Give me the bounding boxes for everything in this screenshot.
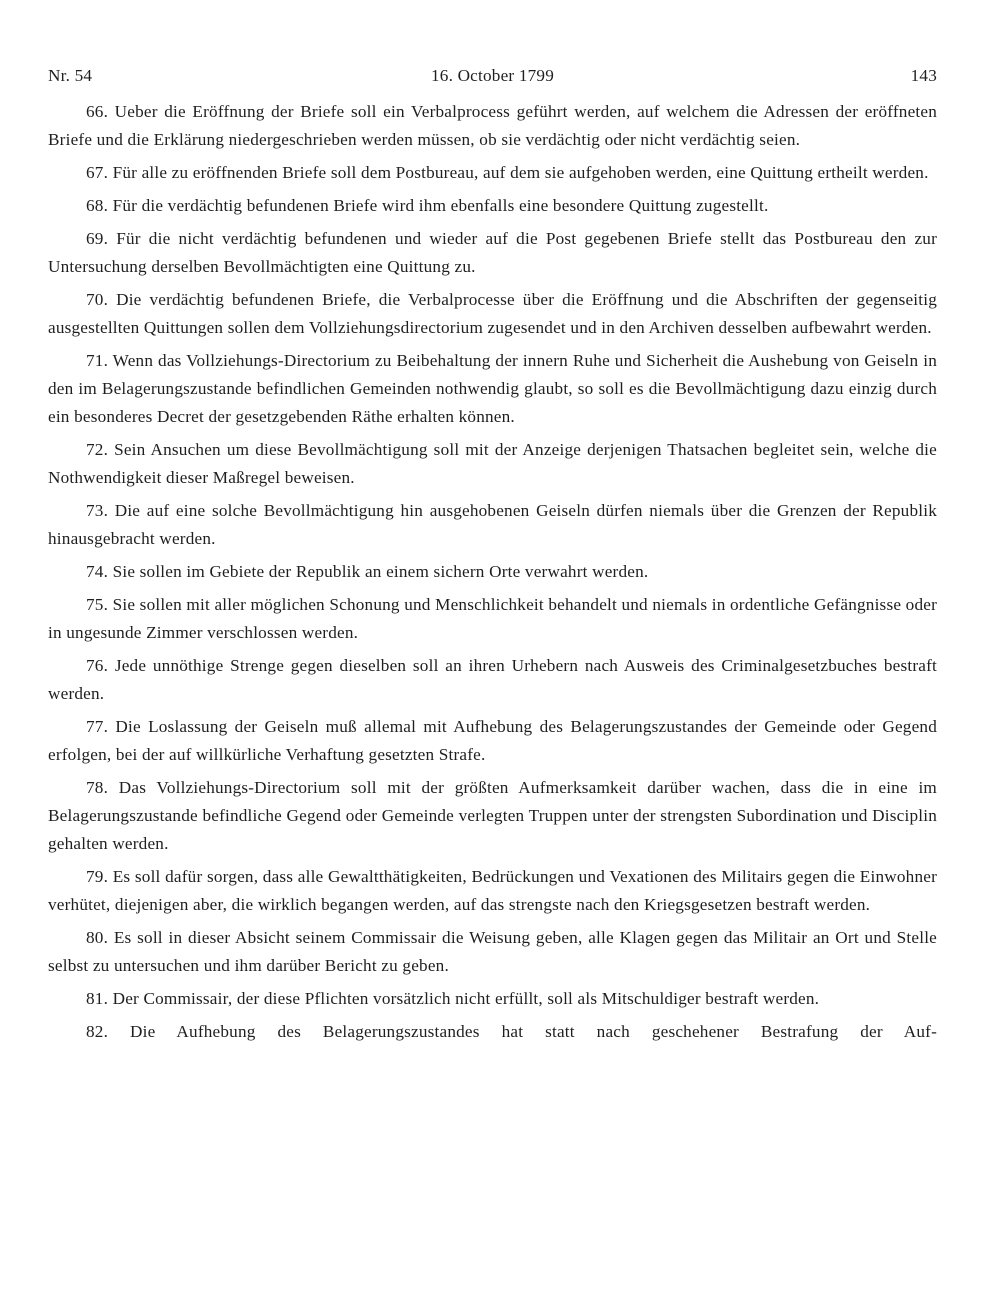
article-number: 73. <box>86 501 109 520</box>
article-77 <box>48 713 937 769</box>
article-number: 76. <box>86 656 109 675</box>
article-67 <box>48 159 937 187</box>
article-text: Der Commissair, der diese Pflichten vorsätzlich nicht erfüllt, soll als Mitschuldiger bestraft werden. <box>112 989 820 1008</box>
article-number: 77. <box>86 717 109 736</box>
article-text: Die Aufhebung des Belagerungszustandes hat statt nach geschehener Bestrafung der Auf- <box>130 1022 938 1041</box>
article-number: 75. <box>86 595 109 614</box>
article-79 <box>48 863 937 919</box>
article-text: Sein Ansuchen um diese Bevollmächtigung soll mit der Anzeige derjenigen Thatsachen begleitet sein, welche die Nothwendigkeit dieser Maßregel beweisen. <box>48 440 937 487</box>
article-text: Die auf eine solche Bevollmächtigung hin ausgehobenen Geiseln dürfen niemals über die Grenzen der Republik hinausgebracht werden. <box>48 501 937 548</box>
page-number: 143 <box>910 66 937 85</box>
article-72 <box>48 436 937 492</box>
article-number: 74. <box>86 562 109 581</box>
article-number: 66. <box>86 102 109 121</box>
article-69 <box>48 225 937 281</box>
article-number: 72. <box>86 440 109 459</box>
article-number: 70. <box>86 290 109 309</box>
article-text: Für alle zu eröffnenden Briefe soll dem Postbureau, auf dem sie aufgehoben werden, eine Quittung ertheilt werden. <box>112 163 929 182</box>
article-text: Die Loslassung der Geiseln muß allemal mit Aufhebung des Belagerungszustandes der Gemeinde oder Gegend erfolgen, bei der auf willkürliche Verhaftung gesetzten Strafe. <box>48 717 937 764</box>
article-text: Das Vollziehungs-Directorium soll mit der größten Aufmerksamkeit darüber wachen, dass die in eine im Belagerungszustande befindliche Gegend oder Gemeinde verlegten Truppen unter der strengsten Subordination und Disciplin gehalten werden. <box>48 778 937 853</box>
document-number: Nr. 54 <box>48 66 93 85</box>
article-text: Jede unnöthige Strenge gegen dieselben soll an ihren Urhebern nach Ausweis des Criminalgesetzbuches bestraft werden. <box>48 656 938 703</box>
article-73 <box>48 497 937 553</box>
article-80 <box>48 924 937 980</box>
article-text: Sie sollen mit aller möglichen Schonung und Menschlichkeit behandelt und niemals in ordentliche Gefängnisse oder in ungesunde Zimmer verschlossen werden. <box>48 595 938 642</box>
page-header <box>48 62 937 90</box>
document-date: 16. October 1799 <box>430 66 554 85</box>
article-75 <box>48 591 937 647</box>
article-70 <box>48 286 937 342</box>
article-text: Sie sollen im Gebiete der Republik an einem sichern Orte verwahrt werden. <box>112 562 649 581</box>
article-text: Die verdächtig befundenen Briefe, die Verbalprocesse über die Eröffnung und die Abschriften der gegenseitig ausgestellten Quittungen sollen dem Vollziehungsdirectorium zugesendet und in den Archiven desselben aufbewahrt werden. <box>48 290 938 337</box>
article-text: Es soll dafür sorgen, dass alle Gewaltthätigkeiten, Bedrückungen und Vexationen des Militairs gegen die Einwohner verhütet, diejenigen aber, die wirklich begangen werden, auf das strengste nach den Kriegsgesetzen bestraft werden. <box>48 867 938 914</box>
article-number: 80. <box>86 928 109 947</box>
document-page <box>48 62 937 1051</box>
article-68 <box>48 192 937 220</box>
article-number: 79. <box>86 867 109 886</box>
article-text: Ueber die Eröffnung der Briefe soll ein Verbalprocess geführt werden, auf welchem die Adressen der eröffneten Briefe und die Erklärung niedergeschrieben werden müssen, ob sie verdächtig oder nicht verdächtig seien. <box>48 102 937 149</box>
article-number: 71. <box>86 351 109 370</box>
article-71 <box>48 347 937 431</box>
article-81 <box>48 985 937 1013</box>
article-text: Für die verdächtig befundenen Briefe wird ihm ebenfalls eine besondere Quittung zugestellt. <box>112 196 769 215</box>
article-number: 82. <box>86 1022 109 1041</box>
article-number: 68. <box>86 196 109 215</box>
article-number: 78. <box>86 778 109 797</box>
article-66 <box>48 98 937 154</box>
article-76 <box>48 652 937 708</box>
article-number: 81. <box>86 989 109 1008</box>
article-74 <box>48 558 937 586</box>
article-number: 69. <box>86 229 109 248</box>
article-82 <box>48 1018 937 1046</box>
article-text: Es soll in dieser Absicht seinem Commissair die Weisung geben, alle Klagen gegen das Militair an Ort und Stelle selbst zu untersuchen und ihm darüber Bericht zu geben. <box>48 928 937 975</box>
article-number: 67. <box>86 163 109 182</box>
article-78 <box>48 774 937 858</box>
article-text: Für die nicht verdächtig befundenen und wieder auf die Post gegebenen Briefe stellt das Postbureau den zur Untersuchung derselben Bevollmächtigten eine Quittung zu. <box>48 229 937 276</box>
article-text: Wenn das Vollziehungs-Directorium zu Beibehaltung der innern Ruhe und Sicherheit die Aushebung von Geiseln in den im Belagerungszustande befindlichen Gemeinden nothwendig glaubt, so soll es die Bevollmächtigung dazu einzig durch ein besonderes Decret der gesetzgebenden Räthe erhalten können. <box>48 351 937 426</box>
